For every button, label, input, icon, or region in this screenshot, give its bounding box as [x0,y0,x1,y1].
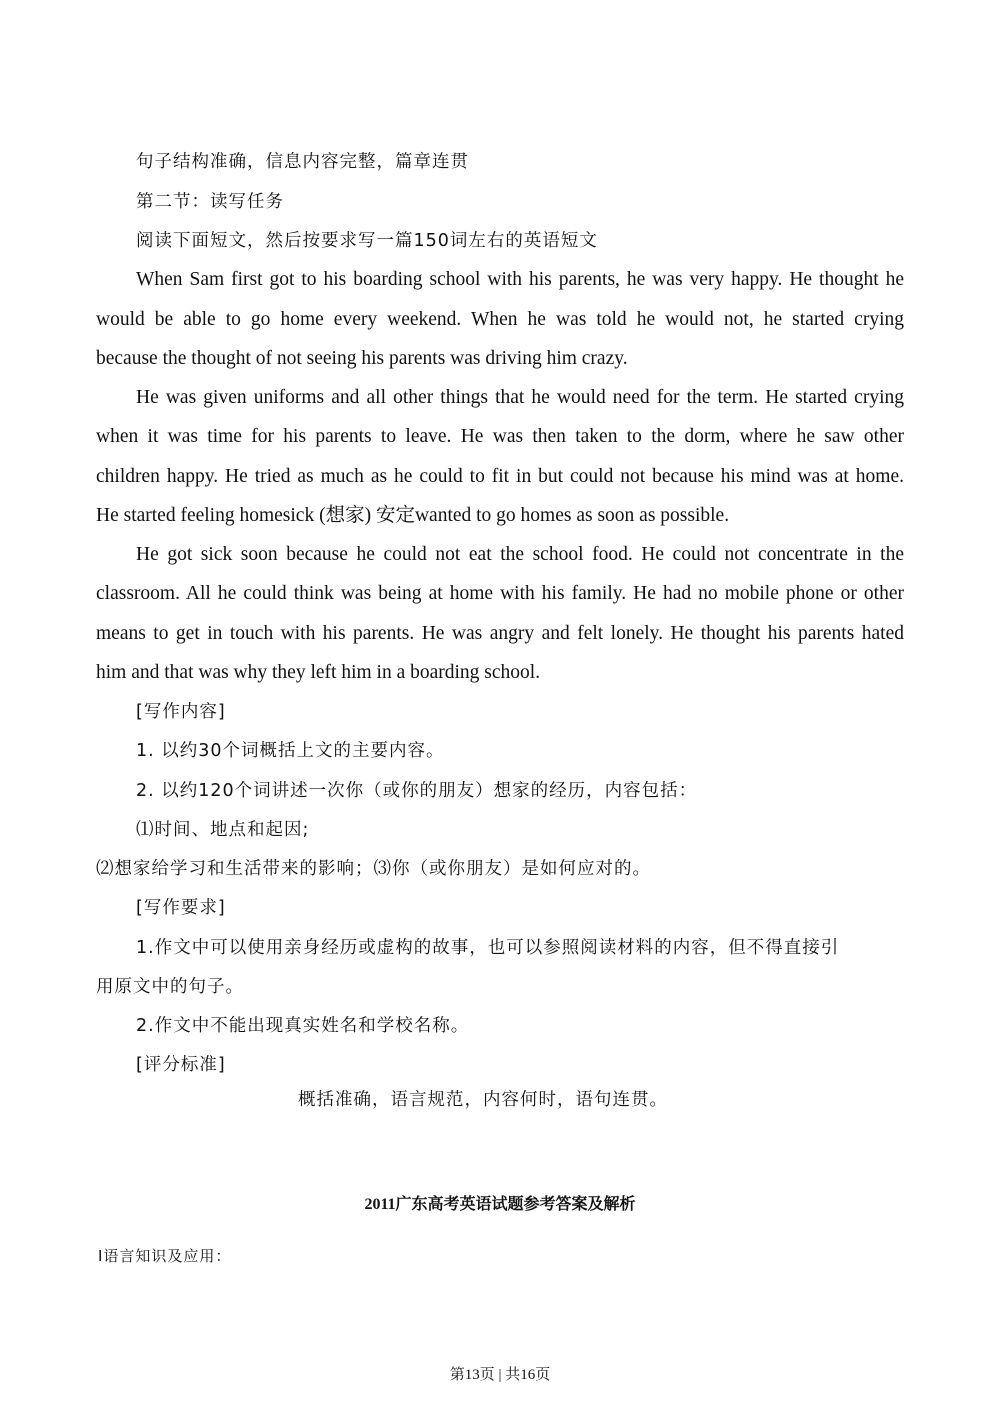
scoring-text: 概括准确，语言规范，内容何时，语句连贯。 [298,1090,668,1110]
page-number: 第13页 | 共16页 [449,1367,551,1383]
section-instruction: 阅读下面短文，然后按要求写一篇150词左右的英语短文 [136,231,598,251]
passage-p3-line3: means to get in touch with his parents. He was angry and felt lonely. He thought his parents hated [96,623,904,644]
writing-content-item2: 2. 以约120个词讲述一次你（或你的朋友）想家的经历，内容包括： [136,781,698,801]
passage-p1-line3: because the thought of not seeing his parents was driving him crazy. [96,348,628,369]
answers-part1-heading: Ⅰ语言知识及应用： [98,1247,232,1265]
answers-title: 2011广东高考英语试题参考答案及解析 [364,1196,636,1213]
writing-content-item1: 1. 以约30个词概括上文的主要内容。 [136,741,445,761]
criteria-tail: 句子结构准确，信息内容完整，篇章连贯 [136,152,469,172]
writing-content-label: [写作内容] [136,702,226,722]
passage-p3-line1: He got sick soon because he could not eat the school food. He could not concentrate in the [136,544,904,565]
passage-p1-line2: would be able to go home every weekend. When he was told he would not, he started crying [96,309,904,330]
writing-req1-line2: 用原文中的句子。 [96,977,244,997]
passage-p3-line2: classroom. All he could think was being at home with his family. He had no mobile phone or other [96,583,904,604]
section-heading: 第二节：读写任务 [136,192,284,212]
scoring-label: [评分标准] [136,1055,226,1075]
passage-p1-line1: When Sam first got to his boarding school with his parents, he was very happy. He thought he [136,269,904,290]
passage-p2-line1: He was given uniforms and all other things that he would need for the term. He started crying [136,387,904,408]
writing-req-label: [写作要求] [136,898,226,918]
writing-content-sub1: ⑴时间、地点和起因; [136,820,310,840]
writing-req2: 2.作文中不能出现真实姓名和学校名称。 [136,1016,470,1036]
passage-p2-line2: when it was time for his parents to leave. He was then taken to the dorm, where he saw other [96,426,904,447]
passage-p2-line4: He started feeling homesick (想家) 安定wanted to go homes as soon as possible. [96,505,730,526]
passage-p3-line4: him and that was why they left him in a boarding school. [96,662,541,683]
passage-p2-line3: children happy. He tried as much as he could to fit in but could not because his mind was at home. [96,466,904,487]
writing-content-sub2: ⑵想家给学习和生活带来的影响；⑶你（或你朋友）是如何应对的。 [96,859,651,879]
writing-req1-line1: 1.作文中可以使用亲身经历或虚构的故事，也可以参照阅读材料的内容，但不得直接引 [136,938,840,958]
